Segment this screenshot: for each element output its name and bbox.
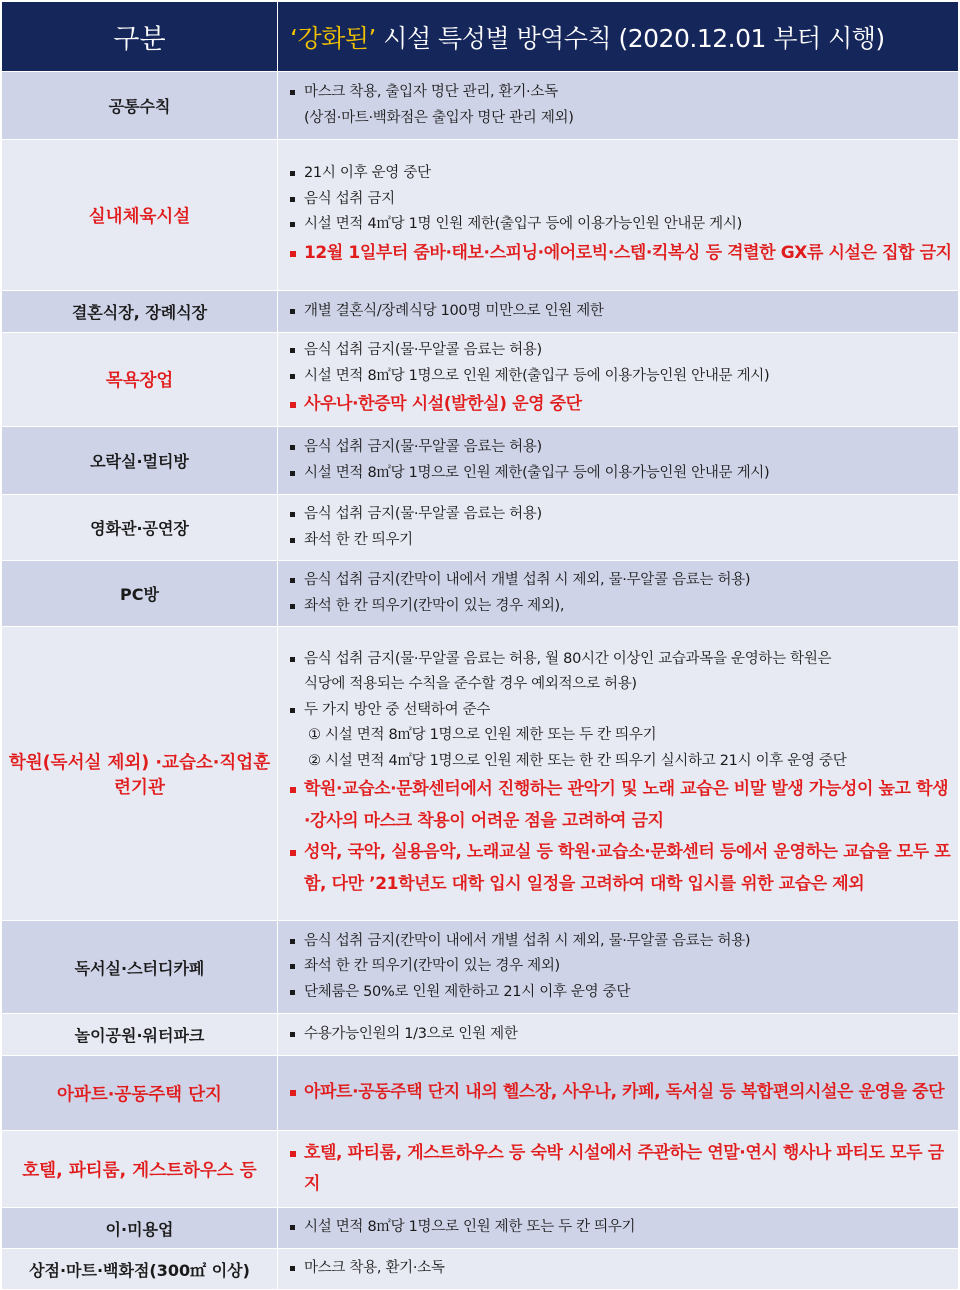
rule-list [288,1138,952,1201]
rules-cell [278,1208,959,1249]
category-cell: 결혼식장, 장례식장 [2,291,278,333]
rule-item: 좌석 한 칸 띄우기 [288,528,952,554]
category-cell: 이·미용업 [2,1208,278,1249]
rules-cell [278,627,959,921]
table-row [2,427,959,495]
table-row [2,291,959,333]
rule-item: 음식 섭취 금지(물·무알콜 음료는 허용) [288,502,952,528]
rule-item: 시설 면적 8㎡당 1명으로 인원 제한(출입구 등에 이용가능인원 안내문 게시) [288,461,952,487]
rule-item: 음식 섭취 금지(물·무알콜 음료는 허용) [288,435,952,461]
rules-body [2,72,959,1290]
rule-item: 식당에 적용되는 수칙을 준수할 경우 예외적으로 허용) [304,676,637,693]
category-cell: 목욕장업 [2,333,278,427]
rule-list [288,502,952,553]
rule-item: 아파트·공동주택 단지 내의 헬스장, 사우나, 카페, 독서실 등 복합편의시설은 운영을 중단 [288,1077,952,1109]
rule-item: 마스크 착용, 환기·소독 [288,1256,952,1282]
category-cell: 학원(독서실 제외) ·교습소·직업훈련기관 [2,627,278,921]
rule-item: 시설 면적 8㎡당 1명으로 인원 제한 또는 두 칸 띄우기 [288,1215,952,1241]
rule-item: (상점·마트·백화점은 출입자 명단 관리 제외) [304,109,574,126]
category-cell: 호텔, 파티룸, 게스트하우스 등 [2,1131,278,1208]
rules-cell [278,1131,959,1208]
category-cell: 공통수칙 [2,72,278,140]
category-cell: 오락실·멀티방 [2,427,278,495]
header-category: 구분 [2,2,278,72]
rule-item: 좌석 한 칸 띄우기(칸막이 있는 경우 제외), [288,594,952,620]
rule-item: 12월 1일부터 줌바·태보·스피닝·에어로빅·스텝·킥복싱 등 격렬한 GX류 시설은 집합 금지 [288,238,952,270]
rule-item: ② 시설 면적 4㎡당 1명으로 인원 제한 또는 한 칸 띄우기 실시하고 21시 이후 운영 중단 [308,752,847,769]
rule-list [288,161,952,269]
rules-cell [278,1014,959,1056]
table-row [2,1131,959,1208]
table-row [2,140,959,291]
table-row [2,627,959,921]
category-cell: 독서실·스터디카페 [2,921,278,1014]
category-cell: 실내체육시설 [2,140,278,291]
table-row [2,1014,959,1056]
rules-cell [278,561,959,627]
rule-item: 개별 결혼식/장례식당 100명 미만으로 인원 제한 [288,299,952,325]
rule-item: 수용가능인원의 1/3으로 인원 제한 [288,1022,952,1048]
rule-list [288,435,952,486]
rules-cell [278,140,959,291]
rules-cell [278,72,959,140]
category-cell: PC방 [2,561,278,627]
table-row [2,561,959,627]
rule-item: ① 시설 면적 8㎡당 1명으로 인원 제한 또는 두 칸 띄우기 [308,727,657,744]
rule-item: 음식 섭취 금지(칸막이 내에서 개별 섭취 시 제외, 물·무알콜 음료는 허용) [288,929,952,955]
rules-table [1,1,959,1290]
rule-item: 음식 섭취 금지 [288,187,952,213]
rules-cell [278,291,959,333]
rule-item: 단체룸은 50%로 인원 제한하고 21시 이후 운영 중단 [288,980,952,1006]
rule-list [288,1256,952,1282]
rule-item: 시설 면적 4㎡당 1명 인원 제한(출입구 등에 이용가능인원 안내문 게시) [288,212,952,238]
rules-cell [278,1056,959,1131]
rule-item: 두 가지 방안 중 선택하여 준수 [288,698,952,724]
rules-cell [278,921,959,1014]
table-row [2,1208,959,1249]
rule-item: 학원·교습소·문화센터에서 진행하는 관악기 및 노래 교습은 비말 발생 가능성이 높고 학생·강사의 마스크 착용이 어려운 점을 고려하여 금지 [288,774,952,837]
header-title [278,2,959,72]
rule-item: 호텔, 파티룸, 게스트하우스 등 숙박 시설에서 주관하는 연말·연시 행사나 파티도 모두 금지 [288,1138,952,1201]
rule-item: 음식 섭취 금지(칸막이 내에서 개별 섭취 시 제외, 물·무알콜 음료는 허용) [288,568,952,594]
table-row [2,1056,959,1131]
rule-item: 성악, 국악, 실용음악, 노래교실 등 학원·교습소·문화센터 등에서 운영하는 교습을 모두 포함, 다만 ’21학년도 대학 입시 일정을 고려하여 대학 입시를 위한 교습은 제외 [288,837,952,900]
rules-cell [278,333,959,427]
rule-list [288,299,952,325]
rule-list [288,338,952,421]
rule-item: 음식 섭취 금지(물·무알콜 음료는 허용, 월 80시간 이상인 교습과목을 운영하는 학원은 [288,647,952,673]
category-cell: 놀이공원·워터파크 [2,1014,278,1056]
category-cell: 영화관·공연장 [2,495,278,561]
rule-list [288,929,952,1006]
category-cell: 아파트·공동주택 단지 [2,1056,278,1131]
rule-item: 사우나·한증막 시설(발한실) 운영 중단 [288,389,952,421]
table-row [2,333,959,427]
header-row [2,2,959,72]
rule-item: 마스크 착용, 출입자 명단 관리, 환기·소독 [288,80,952,106]
table-row [2,921,959,1014]
rule-item: 21시 이후 운영 중단 [288,161,952,187]
table-row [2,1249,959,1290]
rule-item: 시설 면적 8㎡당 1명으로 인원 제한(출입구 등에 이용가능인원 안내문 게시) [288,364,952,390]
rule-list [288,80,952,131]
rule-list [288,1215,952,1241]
rules-cell [278,495,959,561]
rule-list [288,1077,952,1109]
rule-item: 좌석 한 칸 띄우기(칸막이 있는 경우 제외) [288,954,952,980]
header-title-highlight: ‘강화된’ [290,23,376,53]
category-cell: 상점·마트·백화점(300㎡ 이상) [2,1249,278,1290]
rules-cell [278,427,959,495]
table-row [2,495,959,561]
rule-list [288,647,952,901]
header-title-rest: 시설 특성별 방역수칙 (2020.12.01 부터 시행) [375,23,885,53]
rules-cell [278,1249,959,1290]
rule-list [288,568,952,619]
rule-list [288,1022,952,1048]
table-row [2,72,959,140]
rule-item: 음식 섭취 금지(물·무알콜 음료는 허용) [288,338,952,364]
